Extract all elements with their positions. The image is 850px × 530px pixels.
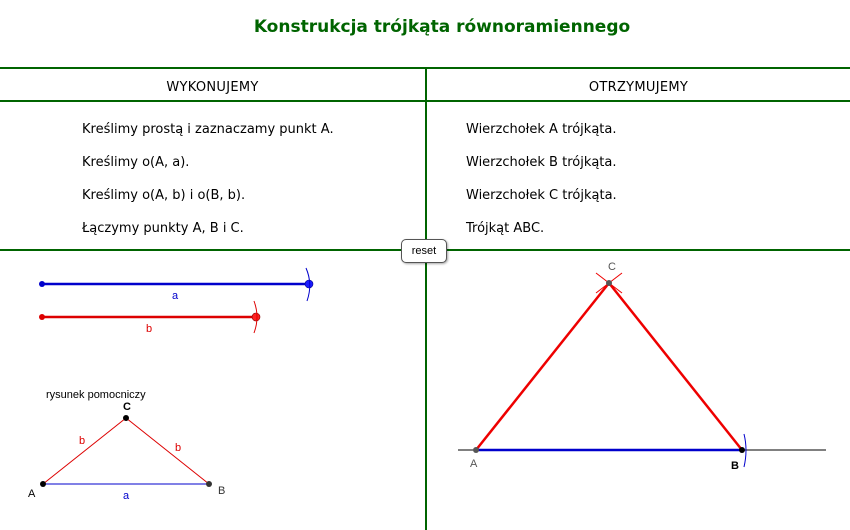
page-title: Konstrukcja trójkąta równoramiennego	[253, 17, 631, 37]
helper-point-c	[123, 415, 129, 421]
label-b: B	[731, 460, 739, 472]
result-1: Wierzchołek A trójkąta.	[466, 122, 617, 137]
point-a[interactable]	[473, 447, 479, 453]
helper-label-c: C	[123, 401, 131, 413]
column-header-wykonujemy: WYKONUJEMY	[166, 80, 259, 95]
helper-side-b-right-label: b	[175, 442, 182, 454]
helper-triangle	[28, 389, 225, 502]
helper-caption: rysunek pomocniczy	[46, 389, 146, 401]
construction	[458, 261, 826, 472]
segment-a[interactable]	[39, 268, 313, 302]
segment-a-start-point[interactable]	[39, 281, 45, 287]
reset-button[interactable]: reset	[401, 239, 447, 263]
point-c	[606, 280, 612, 286]
step-3: Kreślimy o(A, b) i o(B, b).	[82, 188, 246, 203]
step-1: Kreślimy prostą i zaznaczamy punkt A.	[82, 122, 334, 137]
point-b	[739, 447, 745, 453]
helper-side-a-label: a	[122, 490, 130, 502]
segment-a-label: a	[171, 290, 179, 302]
label-a: A	[470, 458, 478, 470]
result-4: Trójkąt ABC.	[466, 221, 545, 236]
helper-point-a	[40, 481, 46, 487]
segment-b-label: b	[145, 323, 153, 335]
result-3: Wierzchołek C trójkąta.	[466, 188, 617, 203]
segment-a-end-point[interactable]	[305, 280, 313, 288]
segment-b[interactable]	[39, 301, 260, 335]
segment-b-start-point[interactable]	[39, 314, 45, 320]
triangle-side-bc	[609, 283, 742, 450]
helper-label-b: B	[218, 485, 226, 497]
label-c: C	[608, 261, 616, 273]
helper-side-b-left-label: b	[79, 435, 86, 447]
result-2: Wierzchołek B trójkąta.	[466, 155, 617, 170]
step-4: Łączymy punkty A, B i C.	[82, 221, 244, 236]
helper-label-a: A	[28, 488, 36, 500]
helper-point-b	[206, 481, 212, 487]
step-2: Kreślimy o(A, a).	[82, 155, 190, 170]
triangle-side-ac	[476, 283, 609, 450]
column-header-otrzymujemy: OTRZYMUJEMY	[588, 80, 689, 95]
segment-b-end-point[interactable]	[252, 313, 260, 321]
